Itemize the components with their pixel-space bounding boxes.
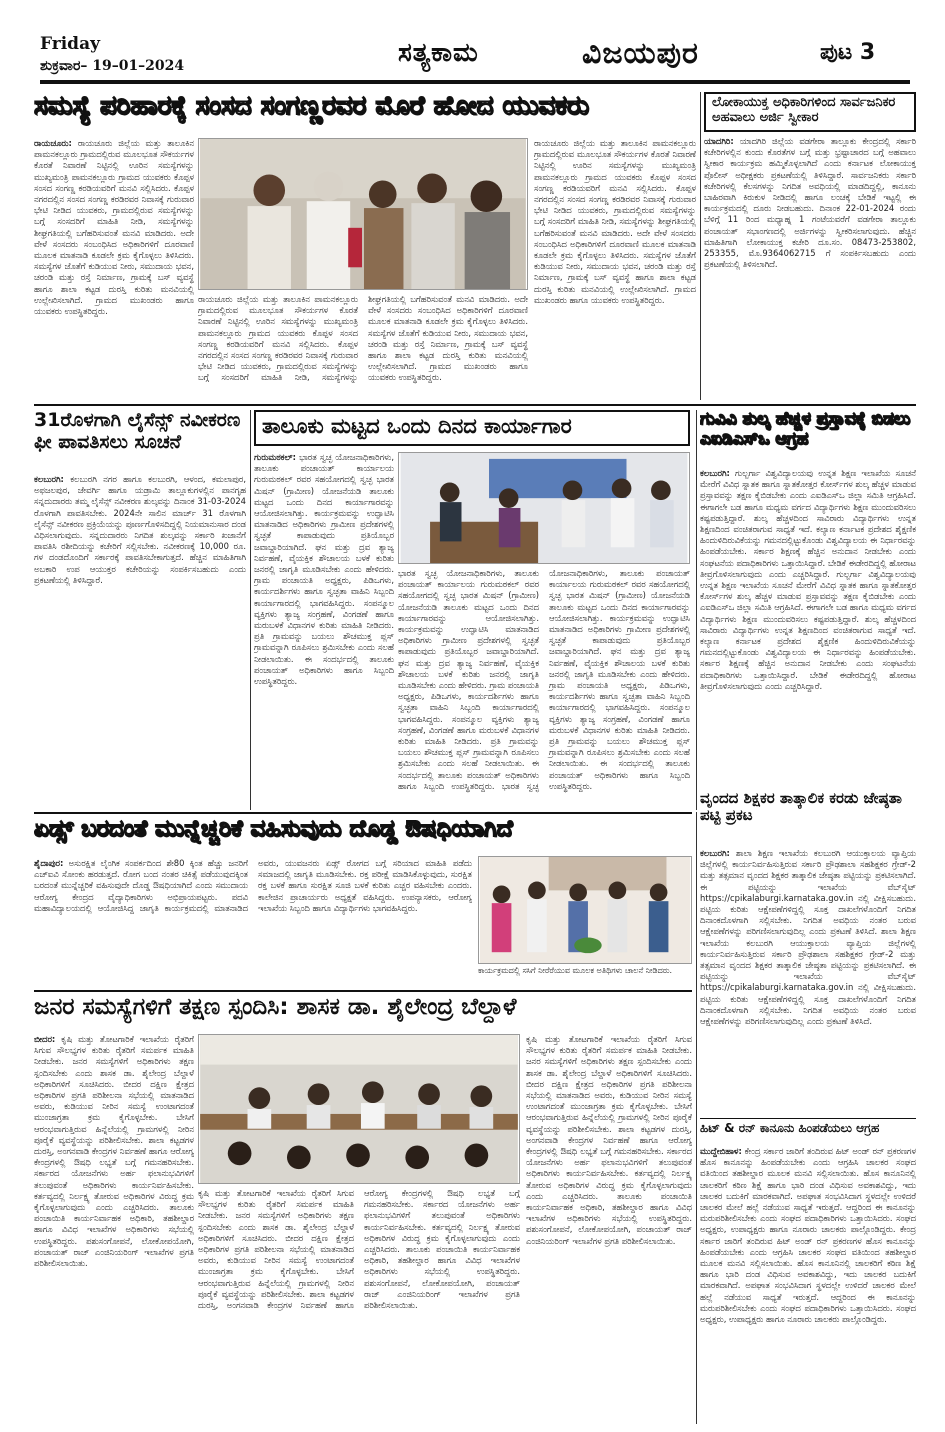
- edition-city: ವಿಜಯಪುರ: [582, 36, 699, 71]
- headline: ವೃಂದದ ಶಿಕ್ಷಕರ ತಾತ್ಕಾಲಿಕ ಕರಡು ಜೇಷ್ಠತಾ ಪಟ್ಟಿ ಪ್ರಕಟ: [700, 790, 902, 825]
- section-rule: [34, 812, 692, 814]
- photo-caption: ಕಾರ್ಯಕ್ರಮದಲ್ಲಿ ಸಸಿಗೆ ನೀರೆರೆಯುವ ಮೂಲಕ ಅತಿಥಿಗಳು ಚಾಲನೆ ನೀಡಿದರು.: [478, 966, 673, 975]
- headline: ಸಮಸ್ಯೆ ಪರಿಹಾರಕ್ಕೆ ಸಂಸದ ಸಂಗಣ್ಣರವರ ಮೊರೆ ಹೋದ ಯುವಕರು: [34, 92, 590, 121]
- photo-workshop: [398, 452, 690, 564]
- article-body: ಯಾದಗಿರಿ: ಯಾದಗಿರಿ ಜಿಲ್ಲೆಯ ವಡಗೇರಾ ತಾಲ್ಲೂಕು ಕೇಂದ್ರದಲ್ಲಿ ಸರ್ಕಾರಿ ಕಚೇರಿಗಳಲ್ಲಿನ ಕುಂದು ಕೊರತೆಗಳ ಬಗ್ಗೆ ಮತ್ತು ಭ್ರಷ್ಟಾಚಾರದ ಬಗ್ಗೆ ಅಹವಾಲು ಸ್ವೀಕಾರ ಕಾರ್ಯಕ್ರಮ ಹಮ್ಮಿಕೊಳ್ಳಲಾಗಿದೆ ಎಂದು ಕರ್ನಾಟಕ ಲೋಕಾಯುಕ್ತ ಪೊಲೀಸ್ ಅಧೀಕ್ಷಕರು ಪ್ರಕಟಣೆಯಲ್ಲಿ ತಿಳಿಸಿದ್ದಾರೆ. ಸಾರ್ವಜನಿಕರು ಸರ್ಕಾರಿ ಕಚೇರಿಗಳಲ್ಲಿ ಕೆಲಸಗಳನ್ನು ನಿಗದಿತ ಅವಧಿಯಲ್ಲಿ ಮಾಡದಿದ್ದಲ್ಲಿ, ಕಾನೂನು ಬಾಹಿರವಾಗಿ ಕಿರುಕುಳ ನೀಡಿದಲ್ಲಿ ಹಾಗೂ ಲಂಚಕ್ಕೆ ಬೇಡಿಕೆ ಇಟ್ಟಲ್ಲಿ ಈ ಕಾರ್ಯಕ್ರಮದಲ್ಲಿ ದೂರು ನೀಡಬಹುದು. ದಿನಾಂಕ 22-01-2024 ರಂದು ಬೆಳಿಗ್ಗೆ 11 ರಿಂದ ಮಧ್ಯಾಹ್ನ 1 ಗಂಟೆಯವರೆಗೆ ವಡಗೇರಾ ತಾಲ್ಲೂಕು ಪಂಚಾಯತ್ ಸಭಾಂಗಣದಲ್ಲಿ ಅರ್ಜಿಗಳನ್ನು ಸ್ವೀಕರಿಸಲಾಗುವುದು. ಹೆಚ್ಚಿನ ಮಾಹಿತಿಗಾಗಿ ಲೋಕಾಯುಕ್ತ ಕಚೇರಿ ದೂ.ಸಂ. 08473-253802, 253355, ಮೊ.9364062715 ಗೆ ಸಂಪರ್ಕಿಸಬಹುದು ಎಂದು ಪ್ರಕಟಣೆಯಲ್ಲಿ ತಿಳಿಸಲಾಗಿದೆ.: [704, 136, 916, 270]
- headline: 31ರೊಳಗಾಗಿ ಲೈಸೆನ್ಸ್ ನವೀಕರಣ ಫೀ ಪಾವತಿಸಲು ಸೂಚನೆ: [34, 410, 241, 453]
- photo-aids-event: [478, 856, 692, 964]
- photo-mp-meeting: [198, 138, 528, 290]
- article-body-col2: ಕೃಷಿ ಮತ್ತು ತೋಟಗಾರಿಕೆ ಇಲಾಖೆಯ ರೈತರಿಗೆ ಸಿಗುವ ಸೌಲಭ್ಯಗಳ ಕುರಿತು ರೈತರಿಗೆ ಸಮರ್ಪಕ ಮಾಹಿತಿ ನೀಡಬೇಕು. ಜನರ ಸಮಸ್ಯೆಗಳಿಗೆ ಅಧಿಕಾರಿಗಳು ತಕ್ಷಣ ಸ್ಪಂದಿಸಬೇಕು ಎಂದು ಶಾಸಕ ಡಾ. ಶೈಲೇಂದ್ರ ಬೆಲ್ದಾಳೆ ಅಧಿಕಾರಿಗಳಿಗೆ ಸೂಚಿಸಿದರು. ಬೀದರ ದಕ್ಷಿಣ ಕ್ಷೇತ್ರದ ಅಧಿಕಾರಿಗಳ ಪ್ರಗತಿ ಪರಿಶೀಲನಾ ಸಭೆಯಲ್ಲಿ ಮಾತನಾಡಿದ ಅವರು, ಕುಡಿಯುವ ನೀರಿನ ಸಮಸ್ಯೆ ಉಂಟಾಗದಂತೆ ಮುಂಜಾಗ್ರತಾ ಕ್ರಮ ಕೈಗೊಳ್ಳಬೇಕು. ಬೇಸಿಗೆ ಆರಂಭವಾಗುತ್ತಿರುವ ಹಿನ್ನೆಲೆಯಲ್ಲಿ ಗ್ರಾಮಗಳಲ್ಲಿ ನೀರಿನ ಪೂರೈಕೆ ವ್ಯವಸ್ಥೆಯನ್ನು ಪರಿಶೀಲಿಸಬೇಕು. ಶಾಲಾ ಕಟ್ಟಡಗಳ ದುರಸ್ತಿ, ಅಂಗನವಾಡಿ ಕೇಂದ್ರಗಳ ನಿರ್ವಹಣೆ ಹಾಗೂ ಆರೋಗ್ಯ ಕೇಂದ್ರಗಳಲ್ಲಿ ಔಷಧಿ ಲಭ್ಯತೆ ಬಗ್ಗೆ ಗಮನಹರಿಸಬೇಕು. ಸರ್ಕಾರದ ಯೋಜನೆಗಳು ಅರ್ಹ ಫಲಾನುಭವಿಗಳಿಗೆ ತಲುಪುವಂತೆ ಅಧಿಕಾರಿಗಳು ಕಾರ್ಯನಿರ್ವಹಿಸಬೇಕು. ಕರ್ತವ್ಯದಲ್ಲಿ ನಿರ್ಲಕ್ಷ್ಯ ತೋರುವ ಅಧಿಕಾರಿಗಳ ವಿರುದ್ಧ ಕ್ರಮ ಕೈಗೊಳ್ಳಲಾಗುವುದು ಎಂದು ಎಚ್ಚರಿಸಿದರು. ತಾಲೂಕು ಪಂಚಾಯಿತಿ ಕಾರ್ಯನಿರ್ವಾಹಕ ಅಧಿಕಾರಿ, ತಹಶೀಲ್ದಾರ ಹಾಗೂ ವಿವಿಧ ಇಲಾಖೆಗಳ ಅಧಿಕಾರಿಗಳು ಸಭೆಯಲ್ಲಿ ಉಪಸ್ಥಿತರಿದ್ದರು. ಪಶುಸಂಗೋಪನೆ, ಲೋಕೋಪಯೋಗಿ, ಪಂಚಾಯತ್ ರಾಜ್ ಎಂಜಿನಿಯರಿಂಗ್ ಇಲಾಖೆಗಳ ಪ್ರಗತಿ ಪರಿಶೀಲಿಸಲಾಯಿತು.: [198, 1188, 520, 1311]
- headline: ಲೋಕಾಯುಕ್ತ ಅಧಿಕಾರಿಗಳಿಂದ ಸಾರ್ವಜನಿಕರ ಅಹವಾಲು ಅರ್ಜಿ ಸ್ವೀಕಾರ: [704, 92, 916, 132]
- photo-icon: [199, 1035, 519, 1183]
- column-rule: [696, 812, 697, 1424]
- column-rule: [250, 410, 251, 810]
- article-body: ಕಲಬುರಗಿ: ಗುಲ್ಬರ್ಗಾ ವಿಶ್ವವಿದ್ಯಾಲಯವು ಉನ್ನತ ಶಿಕ್ಷಣ ಇಲಾಖೆಯ ಸೂಚನೆ ಮೇರೆಗೆ ವಿವಿಧ ಸ್ನಾತಕ ಹಾಗೂ ಸ್ನಾತಕೋತ್ತರ ಕೋರ್ಸ್‌ಗಳ ಶುಲ್ಕ ಹೆಚ್ಚಳ ಮಾಡುವ ಪ್ರಸ್ತಾವವನ್ನು ತಕ್ಷಣ ಕೈಬಿಡಬೇಕು ಎಂದು ಎಐಡಿಎಸ್ಒ ಜಿಲ್ಲಾ ಸಮಿತಿ ಆಗ್ರಹಿಸಿದೆ. ಈಗಾಗಲೇ ಬಡ ಹಾಗೂ ಮಧ್ಯಮ ವರ್ಗದ ವಿದ್ಯಾರ್ಥಿಗಳು ಶಿಕ್ಷಣ ಮುಂದುವರಿಸಲು ಕಷ್ಟಪಡುತ್ತಿದ್ದಾರೆ. ಶುಲ್ಕ ಹೆಚ್ಚಳದಿಂದ ಸಾವಿರಾರು ವಿದ್ಯಾರ್ಥಿಗಳು ಉನ್ನತ ಶಿಕ್ಷಣದಿಂದ ವಂಚಿತರಾಗುವ ಸಾಧ್ಯತೆ ಇದೆ. ಕಲ್ಯಾಣ ಕರ್ನಾಟಕ ಪ್ರದೇಶದ ಶೈಕ್ಷಣಿಕ ಹಿಂದುಳಿದಿರುವಿಕೆಯನ್ನು ಗಮನದಲ್ಲಿಟ್ಟುಕೊಂಡು ವಿಶ್ವವಿದ್ಯಾಲಯ ಈ ನಿರ್ಧಾರವನ್ನು ಹಿಂಪಡೆಯಬೇಕು. ಸರ್ಕಾರ ಶಿಕ್ಷಣಕ್ಕೆ ಹೆಚ್ಚಿನ ಅನುದಾನ ನೀಡಬೇಕು ಎಂದು ಸಂಘಟನೆಯ ಪದಾಧಿಕಾರಿಗಳು ಒತ್ತಾಯಿಸಿದ್ದಾರೆ. ಬೇಡಿಕೆ ಈಡೇರದಿದ್ದಲ್ಲಿ ಹೋರಾಟ ತೀವ್ರಗೊಳಿಸಲಾಗುವುದು ಎಂದು ಎಚ್ಚರಿಸಿದ್ದಾರೆ. ಗುಲ್ಬರ್ಗಾ ವಿಶ್ವವಿದ್ಯಾಲಯವು ಉನ್ನತ ಶಿಕ್ಷಣ ಇಲಾಖೆಯ ಸೂಚನೆ ಮೇರೆಗೆ ವಿವಿಧ ಸ್ನಾತಕ ಹಾಗೂ ಸ್ನಾತಕೋತ್ತರ ಕೋರ್ಸ್‌ಗಳ ಶುಲ್ಕ ಹೆಚ್ಚಳ ಮಾಡುವ ಪ್ರಸ್ತಾವವನ್ನು ತಕ್ಷಣ ಕೈಬಿಡಬೇಕು ಎಂದು ಎಐಡಿಎಸ್ಒ ಜಿಲ್ಲಾ ಸಮಿತಿ ಆಗ್ರಹಿಸಿದೆ. ಈಗಾಗಲೇ ಬಡ ಹಾಗೂ ಮಧ್ಯಮ ವರ್ಗದ ವಿದ್ಯಾರ್ಥಿಗಳು ಶಿಕ್ಷಣ ಮುಂದುವರಿಸಲು ಕಷ್ಟಪಡುತ್ತಿದ್ದಾರೆ. ಶುಲ್ಕ ಹೆಚ್ಚಳದಿಂದ ಸಾವಿರಾರು ವಿದ್ಯಾರ್ಥಿಗಳು ಉನ್ನತ ಶಿಕ್ಷಣದಿಂದ ವಂಚಿತರಾಗುವ ಸಾಧ್ಯತೆ ಇದೆ. ಕಲ್ಯಾಣ ಕರ್ನಾಟಕ ಪ್ರದೇಶದ ಶೈಕ್ಷಣಿಕ ಹಿಂದುಳಿದಿರುವಿಕೆಯನ್ನು ಗಮನದಲ್ಲಿಟ್ಟುಕೊಂಡು ವಿಶ್ವವಿದ್ಯಾಲಯ ಈ ನಿರ್ಧಾರವನ್ನು ಹಿಂಪಡೆಯಬೇಕು. ಸರ್ಕಾರ ಶಿಕ್ಷಣಕ್ಕೆ ಹೆಚ್ಚಿನ ಅನುದಾನ ನೀಡಬೇಕು ಎಂದು ಸಂಘಟನೆಯ ಪದಾಧಿಕಾರಿಗಳು ಒತ್ತಾಯಿಸಿದ್ದಾರೆ. ಬೇಡಿಕೆ ಈಡೇರದಿದ್ದಲ್ಲಿ ಹೋರಾಟ ತೀವ್ರಗೊಳಿಸಲಾಗುವುದು ಎಂದು ಎಚ್ಚರಿಸಿದ್ದಾರೆ.: [700, 468, 916, 691]
- article-body-col3: ಕೃಷಿ ಮತ್ತು ತೋಟಗಾರಿಕೆ ಇಲಾಖೆಯ ರೈತರಿಗೆ ಸಿಗುವ ಸೌಲಭ್ಯಗಳ ಕುರಿತು ರೈತರಿಗೆ ಸಮರ್ಪಕ ಮಾಹಿತಿ ನೀಡಬೇಕು. ಜನರ ಸಮಸ್ಯೆಗಳಿಗೆ ಅಧಿಕಾರಿಗಳು ತಕ್ಷಣ ಸ್ಪಂದಿಸಬೇಕು ಎಂದು ಶಾಸಕ ಡಾ. ಶೈಲೇಂದ್ರ ಬೆಲ್ದಾಳೆ ಅಧಿಕಾರಿಗಳಿಗೆ ಸೂಚಿಸಿದರು. ಬೀದರ ದಕ್ಷಿಣ ಕ್ಷೇತ್ರದ ಅಧಿಕಾರಿಗಳ ಪ್ರಗತಿ ಪರಿಶೀಲನಾ ಸಭೆಯಲ್ಲಿ ಮಾತನಾಡಿದ ಅವರು, ಕುಡಿಯುವ ನೀರಿನ ಸಮಸ್ಯೆ ಉಂಟಾಗದಂತೆ ಮುಂಜಾಗ್ರತಾ ಕ್ರಮ ಕೈಗೊಳ್ಳಬೇಕು. ಬೇಸಿಗೆ ಆರಂಭವಾಗುತ್ತಿರುವ ಹಿನ್ನೆಲೆಯಲ್ಲಿ ಗ್ರಾಮಗಳಲ್ಲಿ ನೀರಿನ ಪೂರೈಕೆ ವ್ಯವಸ್ಥೆಯನ್ನು ಪರಿಶೀಲಿಸಬೇಕು. ಶಾಲಾ ಕಟ್ಟಡಗಳ ದುರಸ್ತಿ, ಅಂಗನವಾಡಿ ಕೇಂದ್ರಗಳ ನಿರ್ವಹಣೆ ಹಾಗೂ ಆರೋಗ್ಯ ಕೇಂದ್ರಗಳಲ್ಲಿ ಔಷಧಿ ಲಭ್ಯತೆ ಬಗ್ಗೆ ಗಮನಹರಿಸಬೇಕು. ಸರ್ಕಾರದ ಯೋಜನೆಗಳು ಅರ್ಹ ಫಲಾನುಭವಿಗಳಿಗೆ ತಲುಪುವಂತೆ ಅಧಿಕಾರಿಗಳು ಕಾರ್ಯನಿರ್ವಹಿಸಬೇಕು. ಕರ್ತವ್ಯದಲ್ಲಿ ನಿರ್ಲಕ್ಷ್ಯ ತೋರುವ ಅಧಿಕಾರಿಗಳ ವಿರುದ್ಧ ಕ್ರಮ ಕೈಗೊಳ್ಳಲಾಗುವುದು ಎಂದು ಎಚ್ಚರಿಸಿದರು. ತಾಲೂಕು ಪಂಚಾಯಿತಿ ಕಾರ್ಯನಿರ್ವಾಹಕ ಅಧಿಕಾರಿ, ತಹಶೀಲ್ದಾರ ಹಾಗೂ ವಿವಿಧ ಇಲಾಖೆಗಳ ಅಧಿಕಾರಿಗಳು ಸಭೆಯಲ್ಲಿ ಉಪಸ್ಥಿತರಿದ್ದರು. ಪಶುಸಂಗೋಪನೆ, ಲೋಕೋಪಯೋಗಿ, ಪಂಚಾಯತ್ ರಾಜ್ ಎಂಜಿನಿಯರಿಂಗ್ ಇಲಾಖೆಗಳ ಪ್ರಗತಿ ಪರಿಶೀಲಿಸಲಾಯಿತು.: [526, 1034, 692, 1246]
- section-rule: [34, 990, 692, 992]
- headline: ತಾಲೂಕು ಮಟ್ಟದ ಒಂದು ದಿನದ ಕಾರ್ಯಾಗಾರ: [254, 410, 690, 446]
- section-rule: [34, 404, 916, 406]
- photo-icon: [399, 453, 689, 563]
- date-label: ಶುಕ್ರವಾರ– 19–01–2024: [40, 58, 185, 74]
- headline: ಜನರ ಸಮಸ್ಯೆಗಳಿಗೆ ತಕ್ಷಣ ಸ್ಪಂದಿಸಿ: ಶಾಸಕ ಡಾ. ಶೈಲೇಂದ್ರ ಬೆಲ್ದಾಳೆ: [34, 994, 517, 1020]
- headline: ಗುವಿವಿ ಶುಲ್ಕ ಹೆಚ್ಚಳ ಪ್ರಸ್ತಾವಕ್ಕೆ ಬಿಡಲು ಎಐಡಿಎಸ್ಒ ಆಗ್ರಹ: [700, 410, 911, 449]
- article-body-col3: ರಾಯಚೂರು ಜಿಲ್ಲೆಯ ಮತ್ತು ತಾಲೂಕಿನ ಪಾಮನಕಲ್ಲೂರು ಗ್ರಾಮದಲ್ಲಿರುವ ಮೂಲಭೂತ ಸೌಕರ್ಯಗಳ ಕೊರತೆ ನಿವಾರಣೆ ನಿಟ್ಟಿನಲ್ಲಿ ಊರಿನ ಸಮಸ್ಯೆಗಳನ್ನು ಮುಖ್ಯಮಂತ್ರಿ ಪಾಮನಕಲ್ಲೂರು ಗ್ರಾಮದ ಯುವಕರು ಕೊಪ್ಪಳ ಸಂಸದ ಸಂಗಣ್ಣ ಕರಡಿಯವರಿಗೆ ಮನವಿ ಸಲ್ಲಿಸಿದರು. ಕೊಪ್ಪಳ ನಗರದಲ್ಲಿನ ಸಂಸದ ಸಂಗಣ್ಣ ಕರಡಿರವರ ನಿವಾಸಕ್ಕೆ ಗುರುವಾರ ಭೇಟಿ ನೀಡಿದ ಯುವಕರು, ಗ್ರಾಮದಲ್ಲಿರುವ ಸಮಸ್ಯೆಗಳನ್ನು ಬಗ್ಗೆ ಸಂಸದರಿಗೆ ಮಾಹಿತಿ ನೀಡಿ, ಸಮಸ್ಯೆಗಳನ್ನು ಶೀಘ್ರಗತಿಯಲ್ಲಿ ಬಗೆಹರಿಸುವಂತೆ ಮನವಿ ಮಾಡಿದರು. ಅದೇ ವೇಳೆ ಸಂಸದರು ಸಂಬಂಧಿಸಿದ ಅಧಿಕಾರಿಗಳಿಗೆ ದೂರವಾಣಿ ಮೂಲಕ ಮಾತನಾಡಿ ಕೂಡಲೇ ಕ್ರಮ ಕೈಗೊಳ್ಳಲು ತಿಳಿಸಿದರು. ಸಮಸ್ಯೆಗಳ ಜೊತೆಗೆ ಕುಡಿಯುವ ನೀರು, ಸಮುದಾಯ ಭವನ, ಚರಂಡಿ ಮತ್ತು ರಸ್ತೆ ನಿರ್ಮಾಣ, ಗ್ರಾಮಕ್ಕೆ ಬಸ್ ವ್ಯವಸ್ಥೆ ಹಾಗೂ ಶಾಲಾ ಕಟ್ಟಡ ದುರಸ್ತಿ ಕುರಿತು ಮನವಿಯಲ್ಲಿ ಉಲ್ಲೇಖಿಸಲಾಗಿದೆ. ಗ್ರಾಮದ ಮುಖಂಡರು ಹಾಗೂ ಯುವಕರು ಉಪಸ್ಥಿತರಿದ್ದರು.: [534, 138, 696, 305]
- day-label: Friday: [40, 34, 100, 54]
- article-body-col1: ಗುರುಮಠಕಲ್: ಭಾರತ ಸ್ವಚ್ಛ ಯೋಜನಾಧಿಕಾರಿಗಳು, ತಾಲೂಕು ಪಂಚಾಯತ್ ಕಾರ್ಯಾಲಯ ಗುರುಮಠಕಲ್ ರವರ ಸಹಯೋಗದಲ್ಲಿ ಸ್ವಚ್ಛ ಭಾರತ ಮಿಷನ್ (ಗ್ರಾಮೀಣ) ಯೋಜನೆಯಡಿ ತಾಲೂಕು ಮಟ್ಟದ ಒಂದು ದಿನದ ಕಾರ್ಯಾಗಾರವನ್ನು ಆಯೋಜಿಸಲಾಗಿತ್ತು. ಕಾರ್ಯಕ್ರಮವನ್ನು ಉದ್ಘಾಟಿಸಿ ಮಾತನಾಡಿದ ಅಧಿಕಾರಿಗಳು ಗ್ರಾಮೀಣ ಪ್ರದೇಶಗಳಲ್ಲಿ ಸ್ವಚ್ಛತೆ ಕಾಪಾಡುವುದು ಪ್ರತಿಯೊಬ್ಬರ ಜವಾಬ್ದಾರಿಯಾಗಿದೆ. ಘನ ಮತ್ತು ದ್ರವ ತ್ಯಾಜ್ಯ ನಿರ್ವಹಣೆ, ವೈಯಕ್ತಿಕ ಶೌಚಾಲಯ ಬಳಕೆ ಕುರಿತು ಜನರಲ್ಲಿ ಜಾಗೃತಿ ಮೂಡಿಸಬೇಕು ಎಂದು ಹೇಳಿದರು. ಗ್ರಾಮ ಪಂಚಾಯತಿ ಅಧ್ಯಕ್ಷರು, ಪಿಡಿಒಗಳು, ಕಾರ್ಯದರ್ಶಿಗಳು ಹಾಗೂ ಸ್ವಚ್ಛತಾ ವಾಹಿನಿ ಸಿಬ್ಬಂದಿ ಕಾರ್ಯಾಗಾರದಲ್ಲಿ ಭಾಗವಹಿಸಿದ್ದರು. ಸಂಪನ್ಮೂಲ ವ್ಯಕ್ತಿಗಳು ತ್ಯಾಜ್ಯ ಸಂಗ್ರಹಣೆ, ವಿಂಗಡಣೆ ಹಾಗೂ ಮರುಬಳಕೆ ವಿಧಾನಗಳ ಕುರಿತು ಮಾಹಿತಿ ನೀಡಿದರು. ಪ್ರತಿ ಗ್ರಾಮವನ್ನು ಬಯಲು ಶೌಚಮುಕ್ತ ಪ್ಲಸ್ ಗ್ರಾಮವನ್ನಾಗಿ ರೂಪಿಸಲು ಶ್ರಮಿಸಬೇಕು ಎಂದು ಸಲಹೆ ನೀಡಲಾಯಿತು. ಈ ಸಂದರ್ಭದಲ್ಲಿ ತಾಲೂಕು ಪಂಚಾಯತ್ ಅಧಿಕಾರಿಗಳು ಹಾಗೂ ಸಿಬ್ಬಂದಿ ಉಪಸ್ಥಿತರಿದ್ದರು.: [254, 452, 394, 687]
- page-number: ಪುಟ 3: [820, 40, 876, 65]
- headline: ಏಡ್ಸ್ ಬರದಂತೆ ಮುನ್ನೆಚ್ಚರಿಕೆ ವಹಿಸುವುದು ದೊಡ್ಡ ಔಷಧಿಯಾಗಿದೆ: [34, 816, 513, 842]
- article-body: ಕಲಬುರಗಿ: ಶಾಲಾ ಶಿಕ್ಷಣ ಇಲಾಖೆಯ ಕಲಬುರಗಿ ಆಯುಕ್ತಾಲಯ ವ್ಯಾಪ್ತಿಯ ಜಿಲ್ಲೆಗಳಲ್ಲಿ ಕಾರ್ಯನಿರ್ವಹಿಸುತ್ತಿರುವ ಸರ್ಕಾರಿ ಪ್ರೌಢಶಾಲಾ ಸಹಶಿಕ್ಷಕರ ಗ್ರೇಡ್-2 ಮತ್ತು ತತ್ಸಮಾನ ವೃಂದದ ಶಿಕ್ಷಕರ ತಾತ್ಕಾಲಿಕ ಜೇಷ್ಠತಾ ಪಟ್ಟಿಯನ್ನು ಪ್ರಕಟಿಸಲಾಗಿದೆ. ಈ ಪಟ್ಟಿಯನ್ನು ಇಲಾಖೆಯ ವೆಬ್‌ಸೈಟ್ https://cpikalaburgi.karnataka.gov.in ನಲ್ಲಿ ವೀಕ್ಷಿಸಬಹುದು. ಪಟ್ಟಿಯ ಕುರಿತು ಆಕ್ಷೇಪಣೆಗಳಿದ್ದಲ್ಲಿ ಸೂಕ್ತ ದಾಖಲೆಗಳೊಂದಿಗೆ ನಿಗದಿತ ದಿನಾಂಕದೊಳಗಾಗಿ ಸಲ್ಲಿಸಬೇಕು. ನಿಗದಿತ ಅವಧಿಯ ನಂತರ ಬರುವ ಆಕ್ಷೇಪಣೆಗಳನ್ನು ಪರಿಗಣಿಸಲಾಗುವುದಿಲ್ಲ ಎಂದು ಪ್ರಕಟಣೆ ತಿಳಿಸಿದೆ. ಶಾಲಾ ಶಿಕ್ಷಣ ಇಲಾಖೆಯ ಕಲಬುರಗಿ ಆಯುಕ್ತಾಲಯ ವ್ಯಾಪ್ತಿಯ ಜಿಲ್ಲೆಗಳಲ್ಲಿ ಕಾರ್ಯನಿರ್ವಹಿಸುತ್ತಿರುವ ಸರ್ಕಾರಿ ಪ್ರೌಢಶಾಲಾ ಸಹಶಿಕ್ಷಕರ ಗ್ರೇಡ್-2 ಮತ್ತು ತತ್ಸಮಾನ ವೃಂದದ ಶಿಕ್ಷಕರ ತಾತ್ಕಾಲಿಕ ಜೇಷ್ಠತಾ ಪಟ್ಟಿಯನ್ನು ಪ್ರಕಟಿಸಲಾಗಿದೆ. ಈ ಪಟ್ಟಿಯನ್ನು ಇಲಾಖೆಯ ವೆಬ್‌ಸೈಟ್ https://cpikalaburgi.karnataka.gov.in ನಲ್ಲಿ ವೀಕ್ಷಿಸಬಹುದು. ಪಟ್ಟಿಯ ಕುರಿತು ಆಕ್ಷೇಪಣೆಗಳಿದ್ದಲ್ಲಿ ಸೂಕ್ತ ದಾಖಲೆಗಳೊಂದಿಗೆ ನಿಗದಿತ ದಿನಾಂಕದೊಳಗಾಗಿ ಸಲ್ಲಿಸಬೇಕು. ನಿಗದಿತ ಅವಧಿಯ ನಂತರ ಬರುವ ಆಕ್ಷೇಪಣೆಗಳನ್ನು ಪರಿಗಣಿಸಲಾಗುವುದಿಲ್ಲ ಎಂದು ಪ್ರಕಟಣೆ ತಿಳಿಸಿದೆ.: [700, 848, 916, 1027]
- photo-icon: [479, 857, 691, 963]
- column-rule: [696, 410, 697, 810]
- article-body-col1: ಬೀದರ: ಕೃಷಿ ಮತ್ತು ತೋಟಗಾರಿಕೆ ಇಲಾಖೆಯ ರೈತರಿಗೆ ಸಿಗುವ ಸೌಲಭ್ಯಗಳ ಕುರಿತು ರೈತರಿಗೆ ಸಮರ್ಪಕ ಮಾಹಿತಿ ನೀಡಬೇಕು. ಜನರ ಸಮಸ್ಯೆಗಳಿಗೆ ಅಧಿಕಾರಿಗಳು ತಕ್ಷಣ ಸ್ಪಂದಿಸಬೇಕು ಎಂದು ಶಾಸಕ ಡಾ. ಶೈಲೇಂದ್ರ ಬೆಲ್ದಾಳೆ ಅಧಿಕಾರಿಗಳಿಗೆ ಸೂಚಿಸಿದರು. ಬೀದರ ದಕ್ಷಿಣ ಕ್ಷೇತ್ರದ ಅಧಿಕಾರಿಗಳ ಪ್ರಗತಿ ಪರಿಶೀಲನಾ ಸಭೆಯಲ್ಲಿ ಮಾತನಾಡಿದ ಅವರು, ಕುಡಿಯುವ ನೀರಿನ ಸಮಸ್ಯೆ ಉಂಟಾಗದಂತೆ ಮುಂಜಾಗ್ರತಾ ಕ್ರಮ ಕೈಗೊಳ್ಳಬೇಕು. ಬೇಸಿಗೆ ಆರಂಭವಾಗುತ್ತಿರುವ ಹಿನ್ನೆಲೆಯಲ್ಲಿ ಗ್ರಾಮಗಳಲ್ಲಿ ನೀರಿನ ಪೂರೈಕೆ ವ್ಯವಸ್ಥೆಯನ್ನು ಪರಿಶೀಲಿಸಬೇಕು. ಶಾಲಾ ಕಟ್ಟಡಗಳ ದುರಸ್ತಿ, ಅಂಗನವಾಡಿ ಕೇಂದ್ರಗಳ ನಿರ್ವಹಣೆ ಹಾಗೂ ಆರೋಗ್ಯ ಕೇಂದ್ರಗಳಲ್ಲಿ ಔಷಧಿ ಲಭ್ಯತೆ ಬಗ್ಗೆ ಗಮನಹರಿಸಬೇಕು. ಸರ್ಕಾರದ ಯೋಜನೆಗಳು ಅರ್ಹ ಫಲಾನುಭವಿಗಳಿಗೆ ತಲುಪುವಂತೆ ಅಧಿಕಾರಿಗಳು ಕಾರ್ಯನಿರ್ವಹಿಸಬೇಕು. ಕರ್ತವ್ಯದಲ್ಲಿ ನಿರ್ಲಕ್ಷ್ಯ ತೋರುವ ಅಧಿಕಾರಿಗಳ ವಿರುದ್ಧ ಕ್ರಮ ಕೈಗೊಳ್ಳಲಾಗುವುದು ಎಂದು ಎಚ್ಚರಿಸಿದರು. ತಾಲೂಕು ಪಂಚಾಯಿತಿ ಕಾರ್ಯನಿರ್ವಾಹಕ ಅಧಿಕಾರಿ, ತಹಶೀಲ್ದಾರ ಹಾಗೂ ವಿವಿಧ ಇಲಾಖೆಗಳ ಅಧಿಕಾರಿಗಳು ಸಭೆಯಲ್ಲಿ ಉಪಸ್ಥಿತರಿದ್ದರು. ಪಶುಸಂಗೋಪನೆ, ಲೋಕೋಪಯೋಗಿ, ಪಂಚಾಯತ್ ರಾಜ್ ಎಂಜಿನಿಯರಿಂಗ್ ಇಲಾಖೆಗಳ ಪ್ರಗತಿ ಪರಿಶೀಲಿಸಲಾಯಿತು.: [34, 1034, 194, 1269]
- photo-icon: [199, 139, 527, 289]
- article-body-col2: ಭಾರತ ಸ್ವಚ್ಛ ಯೋಜನಾಧಿಕಾರಿಗಳು, ತಾಲೂಕು ಪಂಚಾಯತ್ ಕಾರ್ಯಾಲಯ ಗುರುಮಠಕಲ್ ರವರ ಸಹಯೋಗದಲ್ಲಿ ಸ್ವಚ್ಛ ಭಾರತ ಮಿಷನ್ (ಗ್ರಾಮೀಣ) ಯೋಜನೆಯಡಿ ತಾಲೂಕು ಮಟ್ಟದ ಒಂದು ದಿನದ ಕಾರ್ಯಾಗಾರವನ್ನು ಆಯೋಜಿಸಲಾಗಿತ್ತು. ಕಾರ್ಯಕ್ರಮವನ್ನು ಉದ್ಘಾಟಿಸಿ ಮಾತನಾಡಿದ ಅಧಿಕಾರಿಗಳು ಗ್ರಾಮೀಣ ಪ್ರದೇಶಗಳಲ್ಲಿ ಸ್ವಚ್ಛತೆ ಕಾಪಾಡುವುದು ಪ್ರತಿಯೊಬ್ಬರ ಜವಾಬ್ದಾರಿಯಾಗಿದೆ. ಘನ ಮತ್ತು ದ್ರವ ತ್ಯಾಜ್ಯ ನಿರ್ವಹಣೆ, ವೈಯಕ್ತಿಕ ಶೌಚಾಲಯ ಬಳಕೆ ಕುರಿತು ಜನರಲ್ಲಿ ಜಾಗೃತಿ ಮೂಡಿಸಬೇಕು ಎಂದು ಹೇಳಿದರು. ಗ್ರಾಮ ಪಂಚಾಯತಿ ಅಧ್ಯಕ್ಷರು, ಪಿಡಿಒಗಳು, ಕಾರ್ಯದರ್ಶಿಗಳು ಹಾಗೂ ಸ್ವಚ್ಛತಾ ವಾಹಿನಿ ಸಿಬ್ಬಂದಿ ಕಾರ್ಯಾಗಾರದಲ್ಲಿ ಭಾಗವಹಿಸಿದ್ದರು. ಸಂಪನ್ಮೂಲ ವ್ಯಕ್ತಿಗಳು ತ್ಯಾಜ್ಯ ಸಂಗ್ರಹಣೆ, ವಿಂಗಡಣೆ ಹಾಗೂ ಮರುಬಳಕೆ ವಿಧಾನಗಳ ಕುರಿತು ಮಾಹಿತಿ ನೀಡಿದರು. ಪ್ರತಿ ಗ್ರಾಮವನ್ನು ಬಯಲು ಶೌಚಮುಕ್ತ ಪ್ಲಸ್ ಗ್ರಾಮವನ್ನಾಗಿ ರೂಪಿಸಲು ಶ್ರಮಿಸಬೇಕು ಎಂದು ಸಲಹೆ ನೀಡಲಾಯಿತು. ಈ ಸಂದರ್ಭದಲ್ಲಿ ತಾಲೂಕು ಪಂಚಾಯತ್ ಅಧಿಕಾರಿಗಳು ಹಾಗೂ ಸಿಬ್ಬಂದಿ ಉಪಸ್ಥಿತರಿದ್ದರು. ಭಾರತ ಸ್ವಚ್ಛ ಯೋಜನಾಧಿಕಾರಿಗಳು, ತಾಲೂಕು ಪಂಚಾಯತ್ ಕಾರ್ಯಾಲಯ ಗುರುಮಠಕಲ್ ರವರ ಸಹಯೋಗದಲ್ಲಿ ಸ್ವಚ್ಛ ಭಾರತ ಮಿಷನ್ (ಗ್ರಾಮೀಣ) ಯೋಜನೆಯಡಿ ತಾಲೂಕು ಮಟ್ಟದ ಒಂದು ದಿನದ ಕಾರ್ಯಾಗಾರವನ್ನು ಆಯೋಜಿಸಲಾಗಿತ್ತು. ಕಾರ್ಯಕ್ರಮವನ್ನು ಉದ್ಘಾಟಿಸಿ ಮಾತನಾಡಿದ ಅಧಿಕಾರಿಗಳು ಗ್ರಾಮೀಣ ಪ್ರದೇಶಗಳಲ್ಲಿ ಸ್ವಚ್ಛತೆ ಕಾಪಾಡುವುದು ಪ್ರತಿಯೊಬ್ಬರ ಜವಾಬ್ದಾರಿಯಾಗಿದೆ. ಘನ ಮತ್ತು ದ್ರವ ತ್ಯಾಜ್ಯ ನಿರ್ವಹಣೆ, ವೈಯಕ್ತಿಕ ಶೌಚಾಲಯ ಬಳಕೆ ಕುರಿತು ಜನರಲ್ಲಿ ಜಾಗೃತಿ ಮೂಡಿಸಬೇಕು ಎಂದು ಹೇಳಿದರು. ಗ್ರಾಮ ಪಂಚಾಯತಿ ಅಧ್ಯಕ್ಷರು, ಪಿಡಿಒಗಳು, ಕಾರ್ಯದರ್ಶಿಗಳು ಹಾಗೂ ಸ್ವಚ್ಛತಾ ವಾಹಿನಿ ಸಿಬ್ಬಂದಿ ಕಾರ್ಯಾಗಾರದಲ್ಲಿ ಭಾಗವಹಿಸಿದ್ದರು. ಸಂಪನ್ಮೂಲ ವ್ಯಕ್ತಿಗಳು ತ್ಯಾಜ್ಯ ಸಂಗ್ರಹಣೆ, ವಿಂಗಡಣೆ ಹಾಗೂ ಮರುಬಳಕೆ ವಿಧಾನಗಳ ಕುರಿತು ಮಾಹಿತಿ ನೀಡಿದರು. ಪ್ರತಿ ಗ್ರಾಮವನ್ನು ಬಯಲು ಶೌಚಮುಕ್ತ ಪ್ಲಸ್ ಗ್ರಾಮವನ್ನಾಗಿ ರೂಪಿಸಲು ಶ್ರಮಿಸಬೇಕು ಎಂದು ಸಲಹೆ ನೀಡಲಾಯಿತು. ಈ ಸಂದರ್ಭದಲ್ಲಿ ತಾಲೂಕು ಪಂಚಾಯತ್ ಅಧಿಕಾರಿಗಳು ಹಾಗೂ ಸಿಬ್ಬಂದಿ ಉಪಸ್ಥಿತರಿದ್ದರು.: [398, 568, 690, 791]
- column-rule: [700, 92, 701, 400]
- article-body: ಶೈದಾಪುರ: ಅಸುರಕ್ಷಿತ ಲೈಂಗಿಕ ಸಂಪರ್ಕದಿಂದ ಶೇ80 ಕ್ಕಿಂತ ಹೆಚ್ಚು ಜನರಿಗೆ ಎಚ್‌ಐವಿ ಸೋಂಕು ಹರಡುತ್ತದೆ. ರೋಗ ಬಂದ ನಂತರ ಚಿಕಿತ್ಸೆ ಪಡೆಯುವುದಕ್ಕಿಂತ ಬರದಂತೆ ಮುನ್ನೆಚ್ಚರಿಕೆ ವಹಿಸುವುದೇ ದೊಡ್ಡ ಔಷಧಿಯಾಗಿದೆ ಎಂದು ಸಮುದಾಯ ಆರೋಗ್ಯ ಕೇಂದ್ರದ ವೈದ್ಯಾಧಿಕಾರಿಗಳು ಅಭಿಪ್ರಾಯಪಟ್ಟರು. ಪದವಿ ಮಹಾವಿದ್ಯಾಲಯದಲ್ಲಿ ಆಯೋಜಿಸಿದ್ದ ಜಾಗೃತಿ ಕಾರ್ಯಕ್ರಮದಲ್ಲಿ ಮಾತನಾಡಿದ ಅವರು, ಯುವಜನರು ಏಡ್ಸ್ ರೋಗದ ಬಗ್ಗೆ ಸರಿಯಾದ ಮಾಹಿತಿ ಪಡೆದು ಸಮಾಜದಲ್ಲಿ ಜಾಗೃತಿ ಮೂಡಿಸಬೇಕು. ರಕ್ತ ಪರೀಕ್ಷೆ ಮಾಡಿಸಿಕೊಳ್ಳುವುದು, ಸುರಕ್ಷಿತ ರಕ್ತ ಬಳಕೆ ಹಾಗೂ ಸುರಕ್ಷಿತ ಸೂಜಿ ಬಳಕೆ ಕುರಿತು ಎಚ್ಚರ ವಹಿಸಬೇಕು ಎಂದರು. ಕಾಲೇಜಿನ ಪ್ರಾಚಾರ್ಯರು ಅಧ್ಯಕ್ಷತೆ ವಹಿಸಿದ್ದರು. ಉಪನ್ಯಾಸಕರು, ಆರೋಗ್ಯ ಇಲಾಖೆಯ ಸಿಬ್ಬಂದಿ ಹಾಗೂ ವಿದ್ಯಾರ್ಥಿಗಳು ಭಾಗವಹಿಸಿದ್ದರು.: [34, 858, 472, 913]
- section-rule: [700, 1118, 916, 1119]
- article-body-col2: ರಾಯಚೂರು ಜಿಲ್ಲೆಯ ಮತ್ತು ತಾಲೂಕಿನ ಪಾಮನಕಲ್ಲೂರು ಗ್ರಾಮದಲ್ಲಿರುವ ಮೂಲಭೂತ ಸೌಕರ್ಯಗಳ ಕೊರತೆ ನಿವಾರಣೆ ನಿಟ್ಟಿನಲ್ಲಿ ಊರಿನ ಸಮಸ್ಯೆಗಳನ್ನು ಮುಖ್ಯಮಂತ್ರಿ ಪಾಮನಕಲ್ಲೂರು ಗ್ರಾಮದ ಯುವಕರು ಕೊಪ್ಪಳ ಸಂಸದ ಸಂಗಣ್ಣ ಕರಡಿಯವರಿಗೆ ಮನವಿ ಸಲ್ಲಿಸಿದರು. ಕೊಪ್ಪಳ ನಗರದಲ್ಲಿನ ಸಂಸದ ಸಂಗಣ್ಣ ಕರಡಿರವರ ನಿವಾಸಕ್ಕೆ ಗುರುವಾರ ಭೇಟಿ ನೀಡಿದ ಯುವಕರು, ಗ್ರಾಮದಲ್ಲಿರುವ ಸಮಸ್ಯೆಗಳನ್ನು ಬಗ್ಗೆ ಸಂಸದರಿಗೆ ಮಾಹಿತಿ ನೀಡಿ, ಸಮಸ್ಯೆಗಳನ್ನು ಶೀಘ್ರಗತಿಯಲ್ಲಿ ಬಗೆಹರಿಸುವಂತೆ ಮನವಿ ಮಾಡಿದರು. ಅದೇ ವೇಳೆ ಸಂಸದರು ಸಂಬಂಧಿಸಿದ ಅಧಿಕಾರಿಗಳಿಗೆ ದೂರವಾಣಿ ಮೂಲಕ ಮಾತನಾಡಿ ಕೂಡಲೇ ಕ್ರಮ ಕೈಗೊಳ್ಳಲು ತಿಳಿಸಿದರು. ಸಮಸ್ಯೆಗಳ ಜೊತೆಗೆ ಕುಡಿಯುವ ನೀರು, ಸಮುದಾಯ ಭವನ, ಚರಂಡಿ ಮತ್ತು ರಸ್ತೆ ನಿರ್ಮಾಣ, ಗ್ರಾಮಕ್ಕೆ ಬಸ್ ವ್ಯವಸ್ಥೆ ಹಾಗೂ ಶಾಲಾ ಕಟ್ಟಡ ದುರಸ್ತಿ ಕುರಿತು ಮನವಿಯಲ್ಲಿ ಉಲ್ಲೇಖಿಸಲಾಗಿದೆ. ಗ್ರಾಮದ ಮುಖಂಡರು ಹಾಗೂ ಯುವಕರು ಉಪಸ್ಥಿತರಿದ್ದರು.: [198, 294, 528, 383]
- article-body: ಮುದ್ದೇಬಿಹಾಳ: ಕೇಂದ್ರ ಸರ್ಕಾರ ಜಾರಿಗೆ ತಂದಿರುವ ಹಿಟ್ ಅಂಡ್ ರನ್ ಪ್ರಕರಣಗಳ ಹೊಸ ಕಾನೂನನ್ನು ಹಿಂಪಡೆಯಬೇಕು ಎಂದು ಆಗ್ರಹಿಸಿ ಚಾಲಕರ ಸಂಘದ ವತಿಯಿಂದ ತಹಶೀಲ್ದಾರ ಮೂಲಕ ಮನವಿ ಸಲ್ಲಿಸಲಾಯಿತು. ಹೊಸ ಕಾನೂನಿನಲ್ಲಿ ಚಾಲಕರಿಗೆ ಕಠಿಣ ಶಿಕ್ಷೆ ಹಾಗೂ ಭಾರಿ ದಂಡ ವಿಧಿಸುವ ಅವಕಾಶವಿದ್ದು, ಇದು ಚಾಲಕರ ಬದುಕಿಗೆ ಮಾರಕವಾಗಿದೆ. ಅಪಘಾತ ಸಂಭವಿಸಿದಾಗ ಸ್ಥಳದಲ್ಲೇ ಉಳಿದರೆ ಚಾಲಕರ ಮೇಲೆ ಹಲ್ಲೆ ನಡೆಯುವ ಸಾಧ್ಯತೆ ಇರುತ್ತದೆ. ಆದ್ದರಿಂದ ಈ ಕಾನೂನನ್ನು ಮರುಪರಿಶೀಲಿಸಬೇಕು ಎಂದು ಸಂಘದ ಪದಾಧಿಕಾರಿಗಳು ಒತ್ತಾಯಿಸಿದರು. ಸಂಘದ ಅಧ್ಯಕ್ಷರು, ಉಪಾಧ್ಯಕ್ಷರು ಹಾಗೂ ನೂರಾರು ಚಾಲಕರು ಪಾಲ್ಗೊಂಡಿದ್ದರು. ಕೇಂದ್ರ ಸರ್ಕಾರ ಜಾರಿಗೆ ತಂದಿರುವ ಹಿಟ್ ಅಂಡ್ ರನ್ ಪ್ರಕರಣಗಳ ಹೊಸ ಕಾನೂನನ್ನು ಹಿಂಪಡೆಯಬೇಕು ಎಂದು ಆಗ್ರಹಿಸಿ ಚಾಲಕರ ಸಂಘದ ವತಿಯಿಂದ ತಹಶೀಲ್ದಾರ ಮೂಲಕ ಮನವಿ ಸಲ್ಲಿಸಲಾಯಿತು. ಹೊಸ ಕಾನೂನಿನಲ್ಲಿ ಚಾಲಕರಿಗೆ ಕಠಿಣ ಶಿಕ್ಷೆ ಹಾಗೂ ಭಾರಿ ದಂಡ ವಿಧಿಸುವ ಅವಕಾಶವಿದ್ದು, ಇದು ಚಾಲಕರ ಬದುಕಿಗೆ ಮಾರಕವಾಗಿದೆ. ಅಪಘಾತ ಸಂಭವಿಸಿದಾಗ ಸ್ಥಳದಲ್ಲೇ ಉಳಿದರೆ ಚಾಲಕರ ಮೇಲೆ ಹಲ್ಲೆ ನಡೆಯುವ ಸಾಧ್ಯತೆ ಇರುತ್ತದೆ. ಆದ್ದರಿಂದ ಈ ಕಾನೂನನ್ನು ಮರುಪರಿಶೀಲಿಸಬೇಕು ಎಂದು ಸಂಘದ ಪದಾಧಿಕಾರಿಗಳು ಒತ್ತಾಯಿಸಿದರು. ಸಂಘದ ಅಧ್ಯಕ್ಷರು, ಉಪಾಧ್ಯಕ್ಷರು ಹಾಗೂ ನೂರಾರು ಚಾಲಕರು ಪಾಲ್ಗೊಂಡಿದ್ದರು.: [700, 1146, 916, 1325]
- article-body-col1: ರಾಯಚೂರು: ರಾಯಚೂರು ಜಿಲ್ಲೆಯ ಮತ್ತು ತಾಲೂಕಿನ ಪಾಮನಕಲ್ಲೂರು ಗ್ರಾಮದಲ್ಲಿರುವ ಮೂಲಭೂತ ಸೌಕರ್ಯಗಳ ಕೊರತೆ ನಿವಾರಣೆ ನಿಟ್ಟಿನಲ್ಲಿ ಊರಿನ ಸಮಸ್ಯೆಗಳನ್ನು ಮುಖ್ಯಮಂತ್ರಿ ಪಾಮನಕಲ್ಲೂರು ಗ್ರಾಮದ ಯುವಕರು ಕೊಪ್ಪಳ ಸಂಸದ ಸಂಗಣ್ಣ ಕರಡಿಯವರಿಗೆ ಮನವಿ ಸಲ್ಲಿಸಿದರು. ಕೊಪ್ಪಳ ನಗರದಲ್ಲಿನ ಸಂಸದ ಸಂಗಣ್ಣ ಕರಡಿರವರ ನಿವಾಸಕ್ಕೆ ಗುರುವಾರ ಭೇಟಿ ನೀಡಿದ ಯುವಕರು, ಗ್ರಾಮದಲ್ಲಿರುವ ಸಮಸ್ಯೆಗಳನ್ನು ಬಗ್ಗೆ ಸಂಸದರಿಗೆ ಮಾಹಿತಿ ನೀಡಿ, ಸಮಸ್ಯೆಗಳನ್ನು ಶೀಘ್ರಗತಿಯಲ್ಲಿ ಬಗೆಹರಿಸುವಂತೆ ಮನವಿ ಮಾಡಿದರು. ಅದೇ ವೇಳೆ ಸಂಸದರು ಸಂಬಂಧಿಸಿದ ಅಧಿಕಾರಿಗಳಿಗೆ ದೂರವಾಣಿ ಮೂಲಕ ಮಾತನಾಡಿ ಕೂಡಲೇ ಕ್ರಮ ಕೈಗೊಳ್ಳಲು ತಿಳಿಸಿದರು. ಸಮಸ್ಯೆಗಳ ಜೊತೆಗೆ ಕುಡಿಯುವ ನೀರು, ಸಮುದಾಯ ಭವನ, ಚರಂಡಿ ಮತ್ತು ರಸ್ತೆ ನಿರ್ಮಾಣ, ಗ್ರಾಮಕ್ಕೆ ಬಸ್ ವ್ಯವಸ್ಥೆ ಹಾಗೂ ಶಾಲಾ ಕಟ್ಟಡ ದುರಸ್ತಿ ಕುರಿತು ಮನವಿಯಲ್ಲಿ ಉಲ್ಲೇಖಿಸಲಾಗಿದೆ. ಗ್ರಾಮದ ಮುಖಂಡರು ಹಾಗೂ ಯುವಕರು ಉಪಸ್ಥಿತರಿದ್ದರು.: [34, 138, 194, 317]
- masthead-rule: [40, 80, 910, 84]
- headline: ಹಿಟ್ & ರನ್ ಕಾನೂನು ಹಿಂಪಡೆಯಲು ಆಗ್ರಹ: [700, 1122, 880, 1135]
- article-body: ಕಲಬುರಗಿ: ಕಲಬುರಗಿ ನಗರ ಹಾಗೂ ಕಲಬುರಗಿ, ಆಳಂದ, ಕಮಲಾಪುರ, ಅಫಜಲಪುರ, ಜೇವರ್ಗಿ ಹಾಗೂ ಯಡ್ರಾಮಿ ತಾಲ್ಲೂಕುಗಳಲ್ಲಿನ ಪಾನಗೃಹ ಸನ್ನದುದಾರರು ತಮ್ಮ ಲೈಸೆನ್ಸ್ ನವೀಕರಣ ಶುಲ್ಕವನ್ನು ದಿನಾಂಕ 31-03-2024 ರೊಳಗಾಗಿ ಪಾವತಿಸಬೇಕು. 2024ನೇ ಸಾಲಿನ ಮಾರ್ಚ್ 31 ರೊಳಗಾಗಿ ಲೈಸೆನ್ಸ್ ನವೀಕರಣ ಪ್ರಕ್ರಿಯೆಯನ್ನು ಪೂರ್ಣಗೊಳಿಸದಿದ್ದಲ್ಲಿ ನಿಯಮಾನುಸಾರ ದಂಡ ವಿಧಿಸಲಾಗುವುದು. ಸನ್ನದುದಾರರು ನಿಗದಿತ ಶುಲ್ಕವನ್ನು ಸರ್ಕಾರಿ ಖಜಾನೆಗೆ ಪಾವತಿಸಿ ರಶೀದಿಯನ್ನು ಕಚೇರಿಗೆ ಸಲ್ಲಿಸಬೇಕು. ನವೀಕರಣಕ್ಕೆ 10,000 ರೂ. ಗಳ ದಂಡದೊಂದಿಗೆ ಸರ್ಕಾರಕ್ಕೆ ಪಾವತಿಸಬೇಕಾಗುತ್ತದೆ. ಹೆಚ್ಚಿನ ಮಾಹಿತಿಗಾಗಿ ಅಬಕಾರಿ ಉಪ ಆಯುಕ್ತರ ಕಚೇರಿಯನ್ನು ಸಂಪರ್ಕಿಸಬಹುದು ಎಂದು ಪ್ರಕಟಣೆಯಲ್ಲಿ ತಿಳಿಸಿದ್ದಾರೆ.: [34, 474, 246, 585]
- photo-review-meeting: [198, 1034, 520, 1184]
- masthead: [0, 0, 945, 86]
- paper-name: ಸತ್ಯಕಾಮ: [398, 38, 479, 68]
